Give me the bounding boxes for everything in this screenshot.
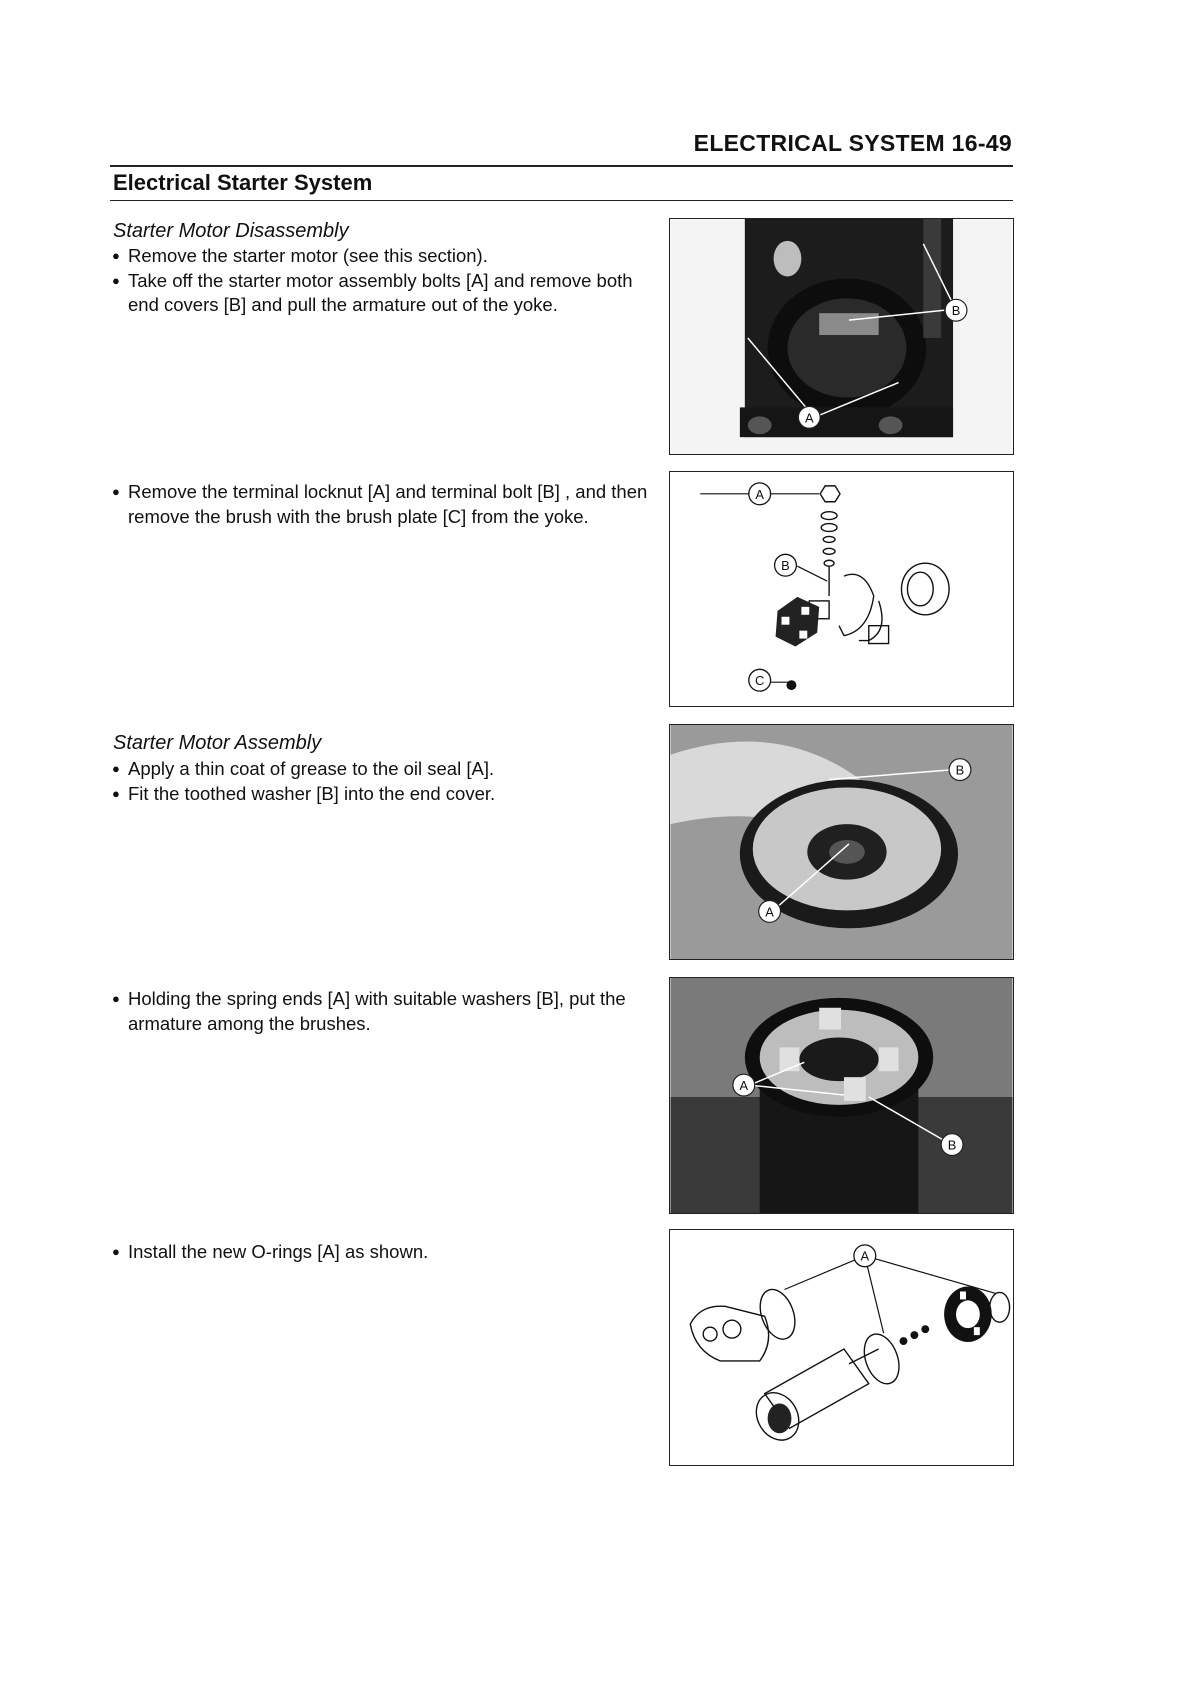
assembly-heading: Starter Motor Assembly (113, 732, 322, 754)
disassembly-steps-2 (112, 480, 652, 529)
callout-a: A (755, 486, 764, 502)
page-header-title: ELECTRICAL SYSTEM 16-49 (693, 130, 1012, 156)
step-item: ● Fit the toothed washer [B] into the end cover. (112, 782, 652, 807)
section-title: Electrical Starter System (113, 170, 373, 195)
step-item: ● Install the new O-rings [A] as shown. (112, 1240, 652, 1265)
figure-o-rings (669, 1229, 1014, 1466)
callout-a: A (804, 410, 814, 426)
o-rings-diagram (670, 1230, 1013, 1465)
brush-plate-diagram (670, 472, 1013, 706)
figure-end-cover-oil-seal (669, 724, 1014, 960)
callout-b: B (955, 762, 965, 778)
disassembly-steps (112, 244, 652, 318)
figure-terminal-brush-plate (669, 471, 1014, 707)
step-item: ● Take off the starter motor assembly bolts [A] and remove both end covers [B] and pull the armature out of the yoke. (112, 269, 652, 318)
disassembly-heading: Starter Motor Disassembly (113, 220, 349, 242)
figure-starter-motor-bolts (669, 218, 1014, 455)
callout-b: B (947, 1137, 957, 1153)
step-item: ● Apply a thin coat of grease to the oil seal [A]. (112, 757, 652, 782)
assembly-steps-3 (112, 1240, 652, 1265)
assembly-steps (112, 757, 652, 806)
figure-armature-brushes (669, 977, 1014, 1214)
callout-c: C (755, 673, 765, 689)
callout-a: A (765, 904, 774, 920)
step-item: ● Holding the spring ends [A] with suitable washers [B], put the armature among the brushes. (112, 987, 652, 1036)
callout-a: A (739, 1078, 749, 1094)
section-rule (110, 200, 1013, 201)
page-header (0, 122, 1190, 166)
step-item: ● Remove the starter motor (see this section). (112, 244, 652, 269)
step-item: ● Remove the terminal locknut [A] and terminal bolt [B] , and then remove the brush with the brush plate [C] from the yoke. (112, 480, 652, 529)
starter-motor-photo (670, 219, 1013, 454)
armature-brushes-photo (670, 978, 1013, 1213)
callout-b: B (951, 303, 961, 319)
callout-a: A (860, 1248, 870, 1264)
callout-b: B (781, 558, 790, 574)
end-cover-photo (670, 725, 1013, 959)
header-rule (110, 165, 1013, 167)
assembly-steps-2 (112, 987, 652, 1036)
